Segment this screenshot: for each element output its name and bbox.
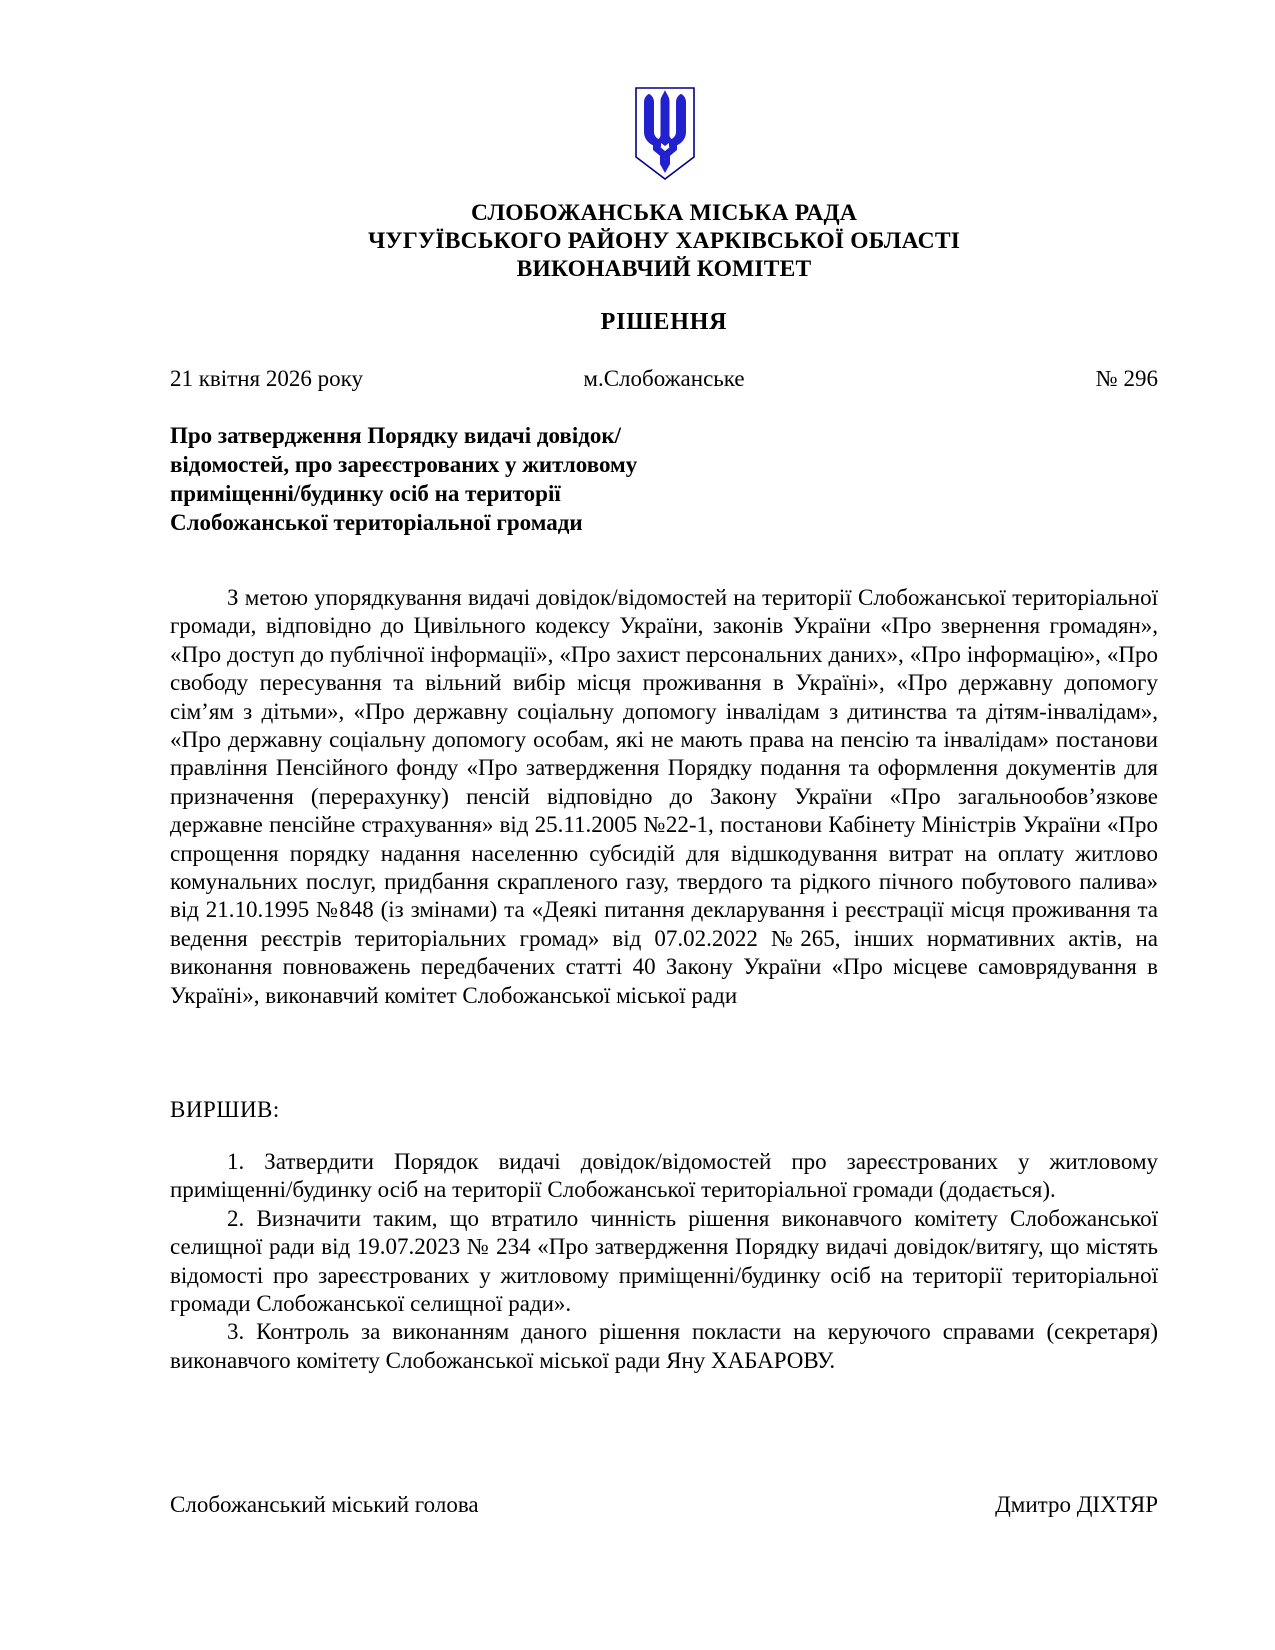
document-date: 21 квітня 2026 року — [170, 366, 363, 391]
document-subject: Про затвердження Порядку видачі довідок/відомостей, про зареєстрованих у житловому приміщенні/будинку осіб на території Слобожанської територіальної громади — [170, 423, 638, 535]
preamble-paragraph: З метою упорядкування видачі довідок/відомостей на території Слобожанської територіальної громади, відповідно до Цивільного кодексу України, законів України «Про звернення громадян», «Про доступ до публічної інформації», «Про захист персональних даних», «Про інформацію», «Про свободу пересування та вільний вибір місця проживання в Україні», «Про державну допомогу сім’ям з дітьми», «Про державну соціальну допомогу інвалідам з дитинства та дітям-інвалідам», «Про державну соціальну допомогу особам, які не мають права на пенсію та інвалідам» постанови правління Пенсійного фонду «Про затвердження Порядку подання та оформлення документів для призначення (перерахунку) пенсій відповідно до Закону України «Про загальнообов’язкове державне пенсійне страхування» від 25.11.2005 №22-1, постанови Кабінету Міністрів України «Про спрощення порядку надання населенню субсидій для відшкодування витрат на оплату житлово комунальних послуг, придбання скрапленого газу, твердого та рідкого пічного побутового палива» від 21.10.1995 №848 (із змінами) та «Деякі питання декларування і реєстрації місця проживання та ведення реєстрів територіальних громад» від 07.02.2022 №265, інших нормативних актів, на виконання повноважень передбачених статті 40 Закону України «Про місцеве самоврядування в Україні», виконавчий комітет Слобожанської міської ради — [170, 585, 1158, 1008]
signatory-title: Слобожанський міський голова — [170, 1492, 479, 1517]
resolution-items — [170, 1148, 1158, 1375]
document-meta-row — [170, 366, 1158, 392]
document-type-title: РІШЕННЯ — [600, 309, 728, 335]
resolution-item-3: 3. Контроль за виконанням даного рішення покласти на керуючого справами (секретаря) виконавчого комітету Слобожанської міської ради Яну ХАБАРОВУ. — [170, 1319, 1158, 1373]
org-committee-line: ВИКОНАВЧИЙ КОМІТЕТ — [516, 256, 812, 282]
resolved-label: ВИРШИВ: — [170, 1097, 280, 1122]
resolution-item-1: 1. Затвердити Порядок видачі довідок/відомостей про зареєстрованих у житловому приміщенні/будинку осіб на території Слобожанської територіальної громади (додається). — [170, 1149, 1158, 1203]
signatory-name: Дмитро ДІХТЯР — [995, 1492, 1158, 1517]
document-place: м.Слобожанське — [583, 366, 745, 391]
org-district-line: ЧУГУЇВСЬКОГО РАЙОНУ ХАРКІВСЬКОЇ ОБЛАСТІ — [367, 228, 961, 254]
org-name-line: СЛОБОЖАНСЬКА МІСЬКА РАДА — [470, 200, 858, 226]
resolution-item-2: 2. Визначити таким, що втратило чинність рішення виконавчого комітету Слобожанської селищної ради від 19.07.2023 № 234 «Про затвердження Порядку видачі довідок/витягу, що містять відомості про зареєстрованих у житловому приміщенні/будинку осіб на території територіальної громади Слобожанської селищної ради». — [170, 1205, 1158, 1317]
signature-row — [170, 1492, 1158, 1518]
ukraine-trident-emblem-icon — [633, 86, 697, 182]
organization-header — [170, 199, 1158, 283]
document-number: № 296 — [1095, 366, 1158, 391]
